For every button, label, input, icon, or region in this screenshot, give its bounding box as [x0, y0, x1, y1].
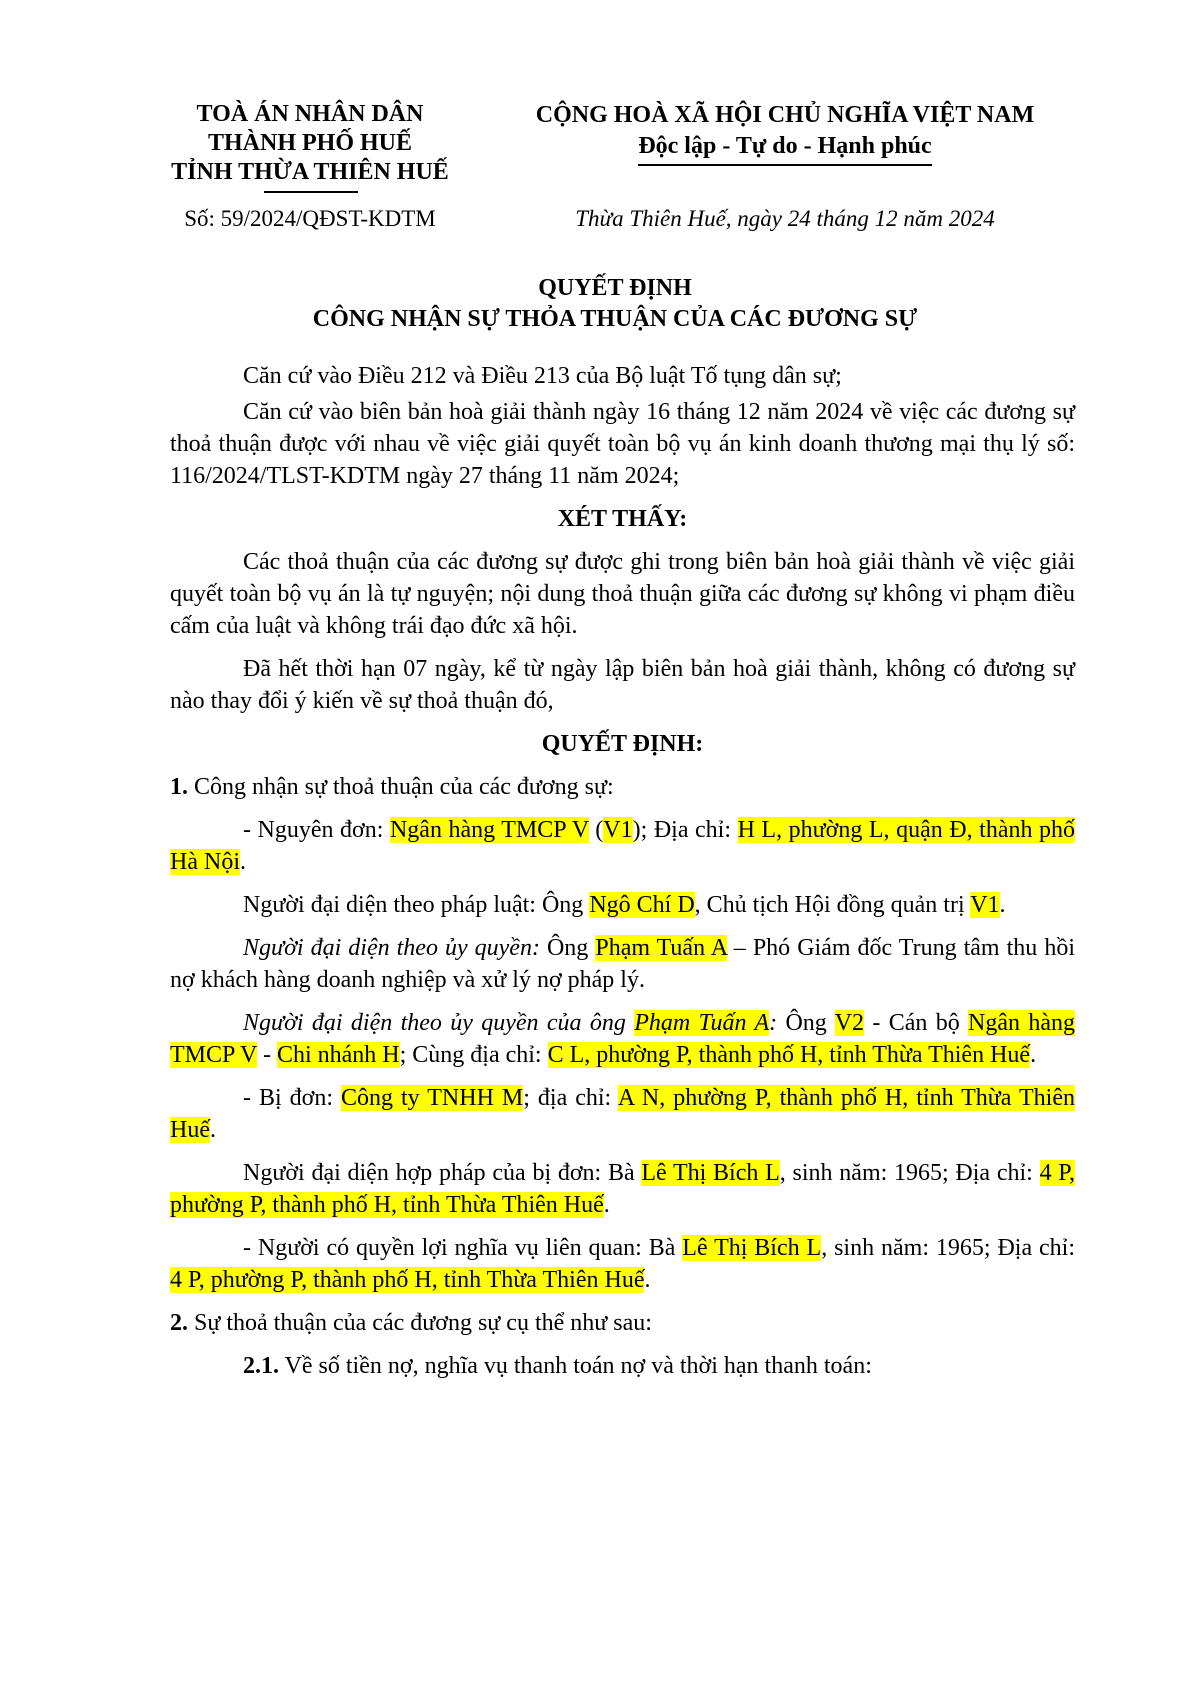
defendant-rep-address: 4 P, phường P, thành phố H, tỉnh Thừa Thiên Huế — [170, 1160, 1075, 1218]
nation-name: CỘNG HOÀ XÃ HỘI CHỦ NGHĨA VIỆT NAM — [535, 102, 1035, 128]
court-line-3: TỈNH THỪA THIÊN HUẾ — [171, 159, 449, 185]
section-2 — [170, 1307, 1075, 1339]
related-party-mid: , sinh năm: 1965; Địa chỉ: — [821, 1235, 1075, 1261]
section-1 — [170, 771, 1075, 803]
sub-rep-dash: - — [256, 1042, 277, 1068]
plaintiff-address: H L, phường L, quận Đ, thành phố Hà Nội — [170, 817, 1076, 875]
auth-rep-pre: Ông — [539, 935, 596, 961]
defendant-rep-label: Người đại diện hợp pháp của bị đơn: Bà — [243, 1160, 642, 1186]
section-1-number: 1. — [170, 774, 188, 800]
findings-heading: XÉT THẤY: — [557, 506, 688, 532]
court-underline — [264, 191, 358, 193]
related-party-address: 4 P, phường P, thành phố H, tỉnh Thừa Thiên Huế — [170, 1267, 645, 1293]
section-2-number: 2. — [170, 1310, 188, 1336]
sub-rep-label-name: Phạm Tuấn A — [634, 1010, 770, 1036]
section-2-1-number: 2.1. — [243, 1353, 279, 1379]
national-motto: Độc lập - Tự do - Hạnh phúc — [638, 131, 931, 166]
court-line-2: THÀNH PHỐ HUẾ — [207, 130, 412, 156]
findings-paragraph-1: Các thoả thuận của các đương sự được ghi trong biên bản hoà giải thành về việc giải quyết toàn bộ vụ án là tự nguyện; nội dung thoả thuận giữa các đương sự không vi phạm điều cấm của luật và không trái đạo đức xã hội. — [170, 549, 1075, 639]
legal-rep-org: V1 — [970, 892, 1000, 918]
plaintiff-abbr: V1 — [603, 817, 633, 843]
title-line-2: CÔNG NHẬN SỰ THỎA THUẬN CỦA CÁC ĐƯƠNG SỰ — [312, 306, 918, 332]
decision-heading: QUYẾT ĐỊNH: — [541, 731, 704, 757]
document-body — [170, 360, 1075, 1393]
sub-rep-label-pre: Người đại diện theo ủy quyền của ông — [243, 1010, 635, 1036]
legal-rep-label: Người đại diện theo pháp luật: Ông — [243, 892, 590, 918]
document-number: Số: 59/2024/QĐST-KDTM — [184, 206, 436, 231]
plaintiff-end: . — [239, 849, 246, 875]
legal-rep-end: . — [999, 892, 1006, 918]
plaintiff-paragraph — [170, 814, 1075, 878]
preamble-paragraph-1: Căn cứ vào Điều 212 và Điều 213 của Bộ luật Tố tụng dân sự; — [243, 363, 842, 389]
nation-block — [505, 100, 1065, 166]
related-party-paragraph — [170, 1232, 1075, 1296]
defendant-label: - Bị đơn: — [243, 1085, 342, 1111]
plaintiff-label: - Nguyên đơn: — [243, 817, 390, 843]
plaintiff-sep: ( — [588, 817, 604, 843]
preamble-paragraph-2: Căn cứ vào biên bản hoà giải thành ngày 16 tháng 12 năm 2024 về việc các đương sự thoả thuận được với nhau về việc giải quyết toàn bộ vụ án kinh doanh thương mại thụ lý số: 116/2024/TLST-KDTM ngày 27 tháng 11 năm 2024; — [170, 399, 1075, 489]
section-1-text: Công nhận sự thoả thuận của các đương sự: — [188, 774, 614, 800]
sub-rep-pre: Ông — [777, 1010, 835, 1036]
legal-rep-name: Ngô Chí D — [589, 892, 695, 918]
defendant-rep-name: Lê Thị Bích L — [641, 1160, 780, 1186]
sub-rep-label — [243, 1010, 777, 1036]
sub-rep-name: V2 — [834, 1010, 865, 1036]
legal-rep-title: , Chủ tịch Hội đồng quản trị — [694, 892, 971, 918]
auth-rep-title: – Phó Giám đốc Trung tâm thu hồi nợ khách hàng doanh nghiệp và xử lý nợ pháp lý. — [170, 935, 1075, 993]
section-2-1-text: Về số tiền nợ, nghĩa vụ thanh toán nợ và thời hạn thanh toán: — [279, 1353, 872, 1379]
sub-rep-address: C L, phường P, thành phố H, tỉnh Thừa Thiên Huế — [547, 1042, 1031, 1068]
legal-rep-paragraph — [170, 889, 1075, 921]
auth-rep-paragraph — [170, 932, 1075, 996]
sub-rep-org: Ngân hàng TMCP V — [170, 1010, 1076, 1068]
sub-rep-label-end: : — [769, 1010, 778, 1036]
plaintiff-name: Ngân hàng TMCP V — [389, 817, 589, 843]
sub-rep-paragraph — [170, 1007, 1075, 1071]
related-party-label: - Người có quyền lợi nghĩa vụ liên quan: Bà — [243, 1235, 683, 1261]
findings-paragraph-2: Đã hết thời hạn 07 ngày, kể từ ngày lập biên bản hoà giải thành, không có đương sự nào thay đổi ý kiến về sự thoả thuận đó, — [170, 656, 1075, 714]
defendant-address: A N, phường P, thành phố H, tỉnh Thừa Thiên Huế — [170, 1085, 1075, 1143]
court-name-block — [150, 100, 470, 187]
related-party-end: . — [644, 1267, 651, 1293]
sub-rep-end: . — [1030, 1042, 1037, 1068]
auth-rep-name: Phạm Tuấn A — [595, 935, 727, 961]
defendant-name: Công ty TNHH M — [341, 1085, 524, 1111]
defendant-rep-end: . — [603, 1192, 610, 1218]
section-2-1 — [170, 1350, 1075, 1382]
plaintiff-address-label: ); Địa chỉ: — [632, 817, 738, 843]
title-line-1: QUYẾT ĐỊNH — [538, 275, 692, 301]
defendant-address-label: ; địa chỉ: — [523, 1085, 618, 1111]
court-line-1: TOÀ ÁN NHÂN DÂN — [196, 101, 424, 127]
auth-rep-label: Người đại diện theo ủy quyền: — [243, 935, 540, 961]
related-party-name: Lê Thị Bích L — [682, 1235, 822, 1261]
document-title — [160, 273, 1070, 335]
sub-rep-role: - Cán bộ — [864, 1010, 969, 1036]
defendant-rep-mid: , sinh năm: 1965; Địa chỉ: — [779, 1160, 1040, 1186]
defendant-rep-paragraph — [170, 1157, 1075, 1221]
sub-rep-branch: Chi nhánh H — [276, 1042, 400, 1068]
place-and-date: Thừa Thiên Huế, ngày 24 tháng 12 năm 2024 — [575, 206, 995, 231]
section-2-text: Sự thoả thuận của các đương sự cụ thể như sau: — [188, 1310, 652, 1336]
defendant-paragraph — [170, 1082, 1075, 1146]
sub-rep-address-label: ; Cùng địa chỉ: — [399, 1042, 548, 1068]
defendant-end: . — [209, 1117, 216, 1143]
